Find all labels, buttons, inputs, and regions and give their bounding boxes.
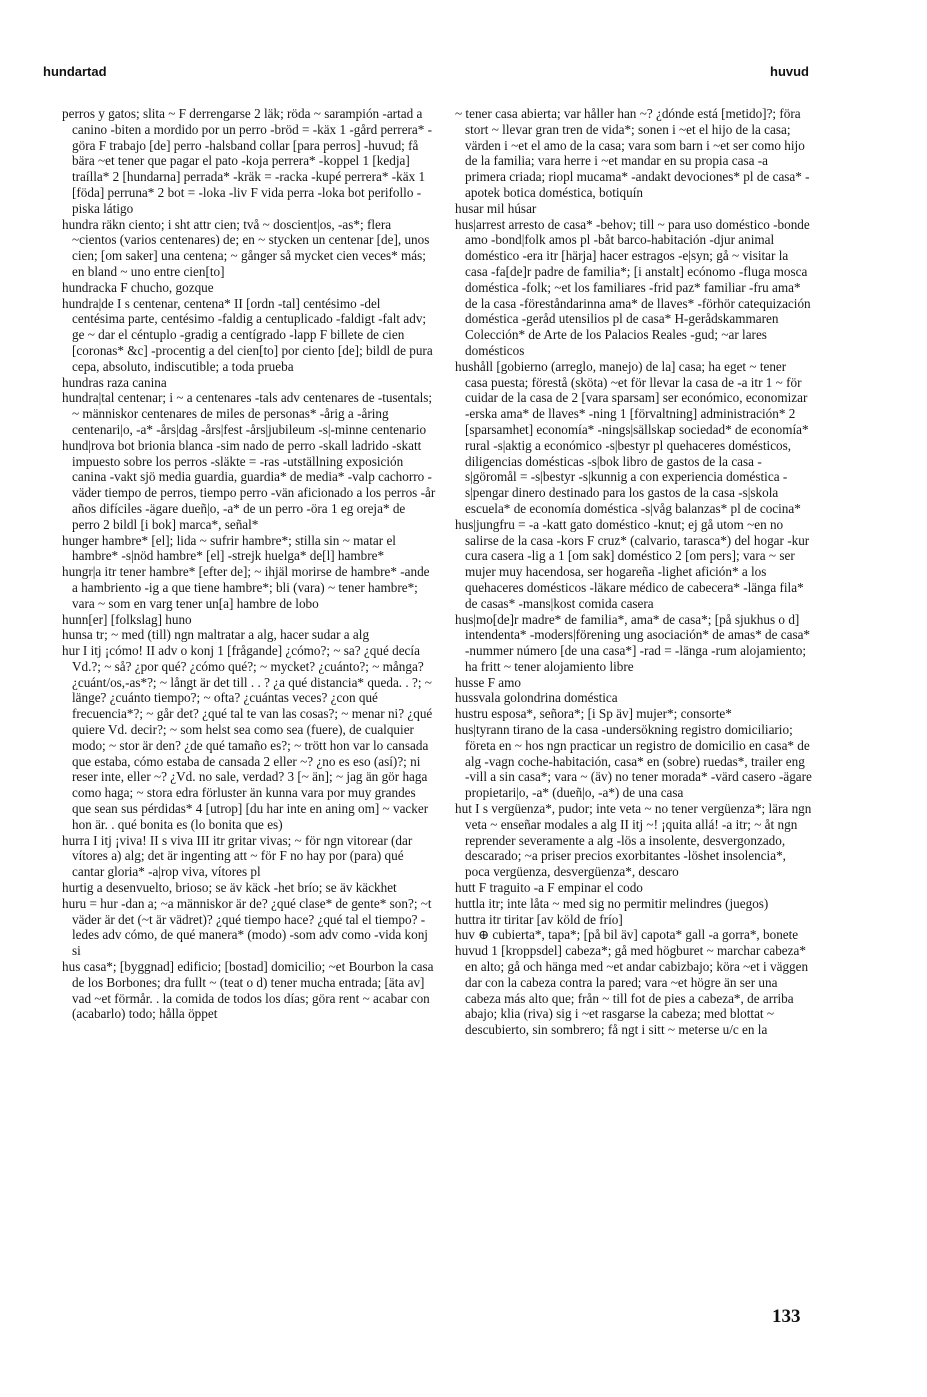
- dictionary-entry: hurtig a desenvuelto, brioso; se äv käck -het brío; se äv käckhet: [62, 880, 397, 896]
- dictionary-entry: hus casa*; [byggnad] edificio; [bostad] domicilio; ~et Bourbon la casa de los Borbones; dra fullt ~ (teat o d) tener mucha entrada; [äta av] vad ~et förmår. . la comida de todos los días; göra rent ~ acabar con (acabarlo) todo; hålla öppet: [62, 959, 434, 1022]
- header-last-word: huvud: [770, 64, 809, 79]
- dictionary-entry: hundra|de I s centenar, centena* II [ordn -tal] centésimo -del centésima parte, centésimo -faldig a centuplicado -faldigt -falt adv; ge ~ dar el céntuplo -gradig a centígrado -lapp F billete de cien [coronas* &c] -procentig a del cien[to] por ciento [de]; bildl de pura cepa, absoluto, indiscutible; a toda prueba: [62, 295, 433, 374]
- dictionary-entry: hustru esposa*, señora*; [i Sp äv] mujer*; consorte*: [455, 706, 732, 722]
- dictionary-entry: husar mil húsar: [455, 200, 537, 216]
- dictionary-entry: hund|rova bot brionia blanca -sim nado de perro -skall ladrido -skatt impuesto sobre los perros -släkte = -ras -utställning exposición canina -vakt sjö media guardia, guardia* de media* -valp cachorro -väder tiempo de perros, tiempo perro -vän aficionado a los perros -år años difíciles -ägare dueñ|o, -a* de un perro -öra 1 eg oreja* de perro 2 bildl [i bok] marca*, señal*: [62, 437, 436, 532]
- dictionary-entry: hushåll [gobierno (arreglo, manejo) de la] casa; ha eget ~ tener casa puesta; förestå (sköta) ~et för llevar la casa de -a itr 1 ~ för cuidar de la casa de 2 [vara sparsam] ser económico, economizar -erska ama* de llaves* -ning 1 [förvaltning] administración* 2 [sparsamhet] economía* -nings|sällskap sociedad* de economía* rural -s|aktig a económico -s|bestyr pl quehaceres domésticos, diligencias domésticas -s|bok libro de gastos de la casa -s|göromål = -s|bestyr -s|kunnig a con experiencia doméstica -s|pengar dinero destinado para los gastos de la casa -s|skola escuela* de economía doméstica -s|våg balanzas* pl de cocina*: [455, 358, 809, 516]
- dictionary-entry: hundra räkn ciento; i sht attr cien; två ~ doscient|os, -as*; flera ~cientos (varios centenares) de; en ~ stycken un centenar [de], unos cien; [om saker] una centena; ~ gånger så mycket cien veces* más; en bland ~ uno entre cien[to]: [62, 216, 430, 279]
- page-number: 133: [772, 1306, 801, 1327]
- dictionary-entry: ~ tener casa abierta; var håller han ~? ¿dónde está [metido]?; föra stort ~ llevar gran tren de vida*; sonen i ~et el hijo de la casa; värden i ~et el amo de la casa; vara som barn i ~et ser como hijo de la familia; vara herre i ~et mandar en su propia casa -a primera criada; riopl mucama* -andakt devociones* pl de casa* -apotek botica doméstica, botiquín: [455, 106, 810, 200]
- dictionary-entry: hur I itj ¡cómo! II adv o konj 1 [frågande] ¿cómo?; ~ sa? ¿qué decía Vd.?; ~ så? ¿por qué? ¿cómo qué?; ~ mycket? ¿cuánto?; ~ många? ¿cuánt/os,-as*?; ~ långt är det till . . ? ¿a qué distancia* queda. . ?; ~ länge? ¿cuánto tiempo?; ~ ofta? ¿cuántas veces? ¿con qué frecuencia*?; ~ går det? ¿qué tal te van las cosas?; ~ menar ni? ¿qué quiere Vd. decir?; ~ som helst sea como sea (fuere), de cualquier modo; ~ stor är den? ¿de qué tamaño es?; ~ trött hon var lo cansada que estaba, cómo estaba de cansada 2 eller ~? ¿no es eso (así)?; ni reser inte, eller ~? ¿Vd. no sale, verdad? 3 [~ än]; ~ jag än gör haga como haga; ~ stora edra förluster än kunna vara por muy grandes que sean sus pérdidas* 4 [utrop] [du har inte en aning om] ~ vacker hon är. . qué bonita es (lo bonita que es): [62, 643, 433, 832]
- dictionary-entry: huru = hur -dan a; ~a människor är de? ¿qué clase* de gente* son?; ~t väder är det (~t är vädret)? ¿qué tiempo hace? ¿qué tal el tiempo? -ledes adv cómo, de qué manera* (modo) -som adv como -vida konj si: [62, 895, 432, 959]
- dictionary-entry: huv ⊕ cubierta*, tapa*; [på bil äv] capota* gall -a gorra*, bonete: [455, 927, 799, 943]
- dictionary-entry: hundra|tal centenar; i ~ a centenares -tals adv centenares de -tusentals; ~ människor centenares de miles de personas* -årig a -åring centenari|o, -a* -års|dag -års|fest -års|jubileum -s|-minne centenario: [62, 390, 433, 437]
- dictionary-entry: hunger hambre* [el]; lida ~ sufrir hambre*; stilla sin ~ matar el hambre* -s|nöd hambre* [el] -strejk huelga* de[l] hambre*: [62, 532, 396, 564]
- dictionary-entry: hut I s vergüenza*, pudor; inte veta ~ no tener vergüenza*; lära ngn veta ~ enseñar modales a alg II itj ~! ¡quita allá! -a itr; ~ åt ngn reprender severamente a alg -lös a insolente, desvergonzado, descarado; ~a priser precios exorbitantes -löshet insolencia*, poca vergüenza, desvergüenza*, descaro: [455, 801, 812, 880]
- dictionary-entry: hundracka F chucho, gozque: [62, 279, 214, 295]
- right-column: [455, 106, 812, 1356]
- dictionary-entry: hurra I itj ¡viva! II s viva III itr gritar vivas; ~ för ngn vitorear (dar vítores a) alg; det är ingenting att ~ för F no hay por (para) qué cantar gloria* -a|rop viva, vítores pl: [62, 832, 413, 880]
- running-header: [43, 64, 809, 86]
- dictionary-entry: hus|mo[de]r madre* de familia*, ama* de casa*; [på sjukhus o d] intendenta* -moders|förening ung asociación* de amas* de casa* -nummer número [de una casa*] -rad = -länga -rum alojamiento; ha fritt ~ tener alojamiento libre: [455, 611, 811, 674]
- dictionary-entry: huttra itr tiritar [av köld de frío]: [455, 911, 623, 927]
- dictionary-entry: hus|arrest arresto de casa* -behov; till ~ para uso doméstico -bonde amo -bond|folk amos pl -båt barco-habitación -djur animal doméstico -era itr [härja] hacer estragos -e|syn; gå ~ visitar la casa -fa[de]r padre de familia*; [i anstalt] ecónomo -fluga mosca doméstica -folk; ~et los familiares -frid paz* familiar -fru ama* de la casa -föreståndarinna ama* de llaves* -förhör catequización doméstica -geråd utensilios pl de casa* H-gerådskammaren Colección* de Arte de los Palacios Reales -gud; ~ar lares domésticos: [455, 216, 811, 358]
- dictionary-entry: hus|tyrann tirano de la casa -undersökning registro domiciliario; företa en ~ hos ngn practicar un registro de domicilio en casa* de alg -vagn coche-habitación, casa* en (sobre) ruedas*, trailer eng -vill a sin casa*; vara ~ (äv) no tener morada* -värd casero -ägare propietari|o, -a* (dueñ|o, -a*) de una casa: [455, 722, 812, 801]
- dictionary-entry: hussvala golondrina doméstica: [455, 690, 618, 706]
- dictionary-entry: hus|jungfru = -a -katt gato doméstico -knut; ej gå utom ~en no salirse de la casa -kors F cruz* (calvario, tarasca*) del hogar -kur cura casera -lig a 1 [om sak] doméstico 2 [om pers]; vara ~ ser mujer muy hacendosa, ser hogareña -lighet afición* a los quehaceres domésticos -läkare médico de cabecera* -länga fila* de casas* -mans|kost comida casera: [455, 516, 810, 611]
- left-column: [62, 106, 436, 1356]
- dictionary-entry: hunn[er] [folkslag] huno: [62, 611, 192, 627]
- dictionary-entry: hunsa tr; ~ med (till) ngn maltratar a alg, hacer sudar a alg: [62, 627, 370, 643]
- dictionary-entry: perros y gatos; slita ~ F derrengarse 2 läk; röda ~ sarampión -artad a canino -biten a mordido por un perro -bröd = -käx 1 -gård perrera* -göra F trabajo [de] perro -halsband collar [para perros] -huvud; få bära ~et tener que pagar el pato -koja perrera* -koppel 1 [kedja] traílla* 2 [hundarna] perrada* -kräk = -racka -kupé perrera* -käx 1 [föda] perruna* 2 bot = -loka -liv F vida perra -loka bot perifollo -piska látigo: [62, 106, 433, 216]
- dictionary-entry: hungr|a itr tener hambre* [efter de]; ~ ihjäl morirse de hambre* -ande a hambriento -ig a que tiene hambre*; bli (vara) ~ tener hambre*; vara ~ som en varg tener un[a] hambre de lobo: [62, 564, 430, 611]
- dictionary-entry: huvud 1 [kroppsdel] cabeza*; gå med högburet ~ marchar cabeza* en alto; gå och hänga med ~et andar cabizbajo; köra ~et i väggen dar con la cabeza contra la pared; vara ~et högre än ser una cabeza más alto que; från ~ till fot de pies a cabeza*, de arriba abajo; klia (riva) sig i ~et rasgarse la cabeza; med blottat ~ descubierto, sin sombrero; få ngt i sitt ~ meterse u/c en la: [455, 943, 809, 1038]
- dictionary-entry: huttla itr; inte låta ~ med sig no permitir melindres (juegos): [455, 895, 769, 911]
- header-first-word: hundartad: [43, 64, 107, 79]
- dictionary-entry: hundras raza canina: [62, 374, 167, 390]
- dictionary-entry: husse F amo: [455, 674, 521, 690]
- dictionary-entry: hutt F traguito -a F empinar el codo: [455, 880, 643, 896]
